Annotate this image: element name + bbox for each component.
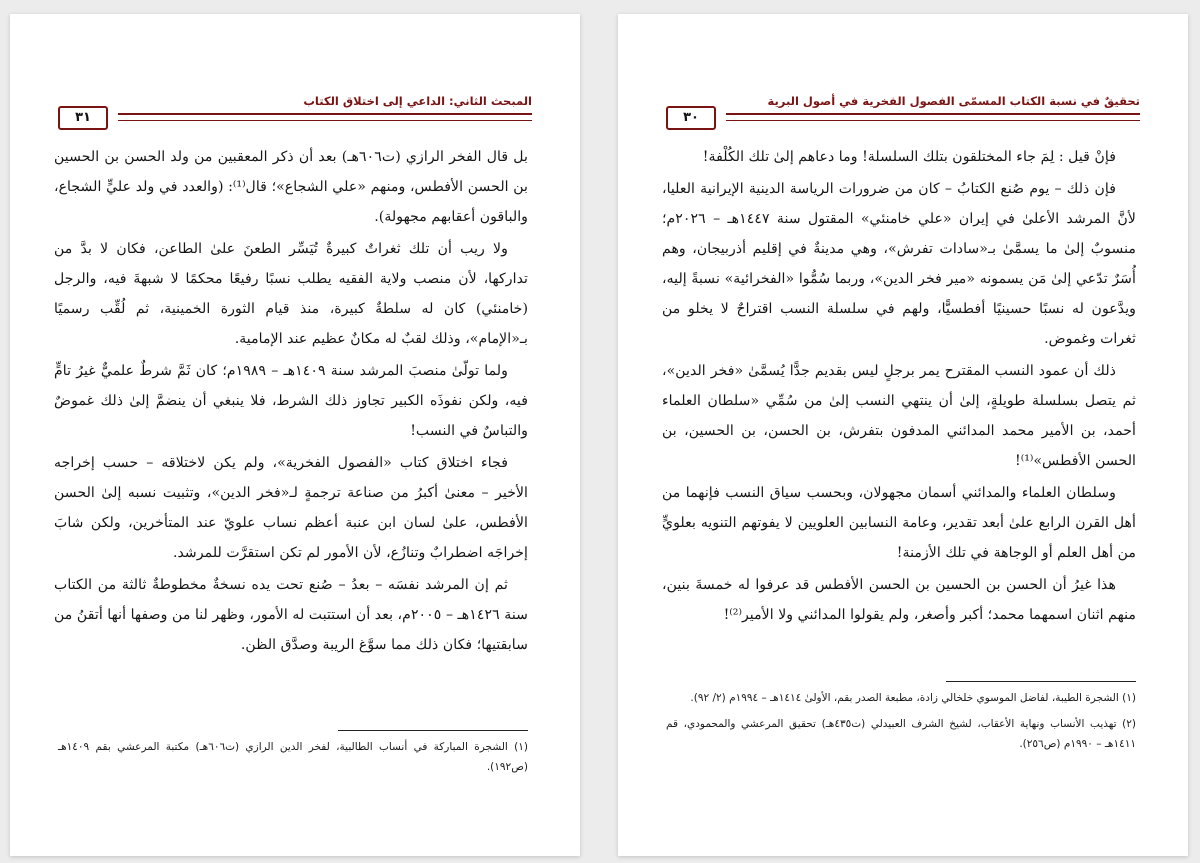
footnote-separator [946,681,1136,682]
page-header-title: المبحث الثاني: الداعي إلى اختلاق الكتاب [303,94,532,108]
footnote: (١) الشجرة المباركة في أنساب الطالبية، لفخر الدين الرازي (ت٦٠٦هـ) مكتبة المرعشي بقم ١٤٠٩هـ (ص١٩٢). [58,741,528,773]
page-header [666,94,1140,134]
body-text [662,142,1136,632]
paragraph: ولما تولّىٰ منصبَ المرشد سنة ١٤٠٩هـ – ١٩٨٩م؛ كان ثَمَّ شرطٌ علميٌّ غيرُ تامٍّ فيه، ولكن نفوذَه الكبير تجاوز ذلك الشرط، فلا ينبغي أن ينضمَّ إلىٰ ذلك غموضٌ والتباسٌ في النسب! [54,363,528,439]
paragraph: ذلك أن عمود النسب المقترح يمر برجلٍ ليس بقديم جدًّا يُسمَّىٰ «فخر الدين»، ثم يتصل بسلسلة طويلةٍ، إلىٰ أن ينتهي النسب إلىٰ من سُمِّي «سلطان العلماء أحمد، بن الأمير محمد المدائني المدفون بتفرش، بن الحسن، بن الحسين، بن الحسن الأفطس»⁽¹⁾! [662,363,1136,469]
header-rule [118,113,532,121]
paragraph: بل قال الفخر الرازي (ت٦٠٦هـ) بعد أن ذكر المعقبين من ولد الحسن بن الحسين بن الحسن الأفطس، ومنهم «علي الشجاع»؛ قال⁽¹⁾: (والعدد في ولد عليٍّ الشجاع، والباقون أعقابهم مجهولة). [54,149,528,225]
page-header [58,94,532,134]
footnotes [666,688,1136,760]
page-header-title: تحقيقٌ في نسبة الكتاب المسمّى الفصول الفخرية في أصول البرية [767,94,1140,108]
paragraph: فجاء اختلاق كتاب «الفصول الفخرية»، ولم يكن لاختلاقه – حسب إخراجه الأخير – معنىٰ أكبرُ من صناعة ترجمةٍ لـ«فخر الدين»، وتثبيت نسبه إلىٰ الحسن الأفطس، علىٰ لسان ابن عنبة أعظم نساب علويّ عند المتأخرين، ولكن شابَ إخراجَه اضطرابٌ وتنازُع، لأن الأمور لم تكن استقرَّت للمرشد. [54,455,528,561]
page-number: ٣١ [58,106,108,130]
body-text [54,142,528,662]
page-number: ٣٠ [666,106,716,130]
header-rule [726,113,1140,121]
paragraph: هذا غيرُ أن الحسن بن الحسين بن الحسن الأفطس قد عرفوا له خمسةَ بنين، منهم اثنان اسمهما محمد؛ أكبر وأصغر، ولم يقولوا المدائني ولا الأمير⁽²⁾! [662,577,1136,623]
footnote: (١) الشجرة الطيبة، لفاضل الموسوي خلخالي زادة، مطبعة الصدر بقم، الأولىٰ ١٤١٤هـ – ١٩٩٤م (٢/ ٩٢). [690,692,1136,704]
paragraph: فإنْ قيل : لِمَ جاء المختلقون بتلك السلسلة! وما دعاهم إلىٰ تلك الكُلْفة! [702,149,1116,165]
paragraph: فإن ذلك – يوم صُنع الكتابُ – كان من ضرورات الرياسة الدينية الإيرانية العليا، لأنَّ المرشد الأعلىٰ في إيران «علي خامنئي» المقتول سنة ١٤٤٧هـ – ٢٠٢٦م؛ منسوبٌ إلىٰ ما يسمَّىٰ بـ«سادات تفرش»، وهي مدينةٌ في إقليم أذربيجان، وهم أُسَرٌ تدّعي إلىٰ مَن يسمونه «مير فخر الدين»، وربما سُمُّوا «الفخرائية» نسبةً إليه، ويدَّعون له نسبًا حسينيًا أفطسيًّا، ولهم في سلسلة النسب اقتراحٌ لا يخلو من ثغرات وغموض. [662,181,1136,347]
paragraph: ثم إن المرشد نفسَه – بعدُ – صُنع تحت يده نسخةٌ مخطوطةٌ ثالثة من الكتاب سنة ١٤٢٦هـ – ٢٠٠٥م، بعد أن استتبت له الأمور، وظهر لنا من وصفها أنها أتقنُ من سابقتيها؛ فكان ذلك مما سوَّغ الريبة وصدَّق الظن. [54,577,528,653]
page-30 [618,14,1188,856]
footnote-separator [338,730,528,731]
footnote: (٢) تهذيب الأنساب ونهاية الأعقاب، لشيخ الشرف العبيدلي (ت٤٣٥هـ) تحقيق المرعشي والمحمودي، قم ١٤١١هـ – ١٩٩٠م (ص٢٥٦). [666,718,1136,750]
footnotes [58,737,528,783]
paragraph: ولا ريب أن تلك ثغراتٌ كبيرةٌ تُيَسِّر الطعنَ علىٰ الطاعن، فكان لا بدَّ من تداركها، لأن منصب ولاية الفقيه يطلب نسبًا رفيعًا محكمًا لا شبهةَ فيه، والرجل (خامنئي) كان له سلطةٌ كبيرة، منذ قيام الثورة الخمينية، ثم لُقِّب رسميًا بـ«الإمام»، وذلك لقبٌ له مكانٌ عظيم عند الإمامية. [54,241,528,347]
page-31 [10,14,580,856]
paragraph: وسلطان العلماء والمدائني أسمان مجهولان، وبحسب سياق النسب فإنهما من أهل القرن الرابع علىٰ أبعد تقدير، وعامة النسابين العلويين لا يفوتهم التنويه بعلويٍّ من أهل العلم أو الوجاهة في تلك الأزمنة! [662,485,1136,561]
